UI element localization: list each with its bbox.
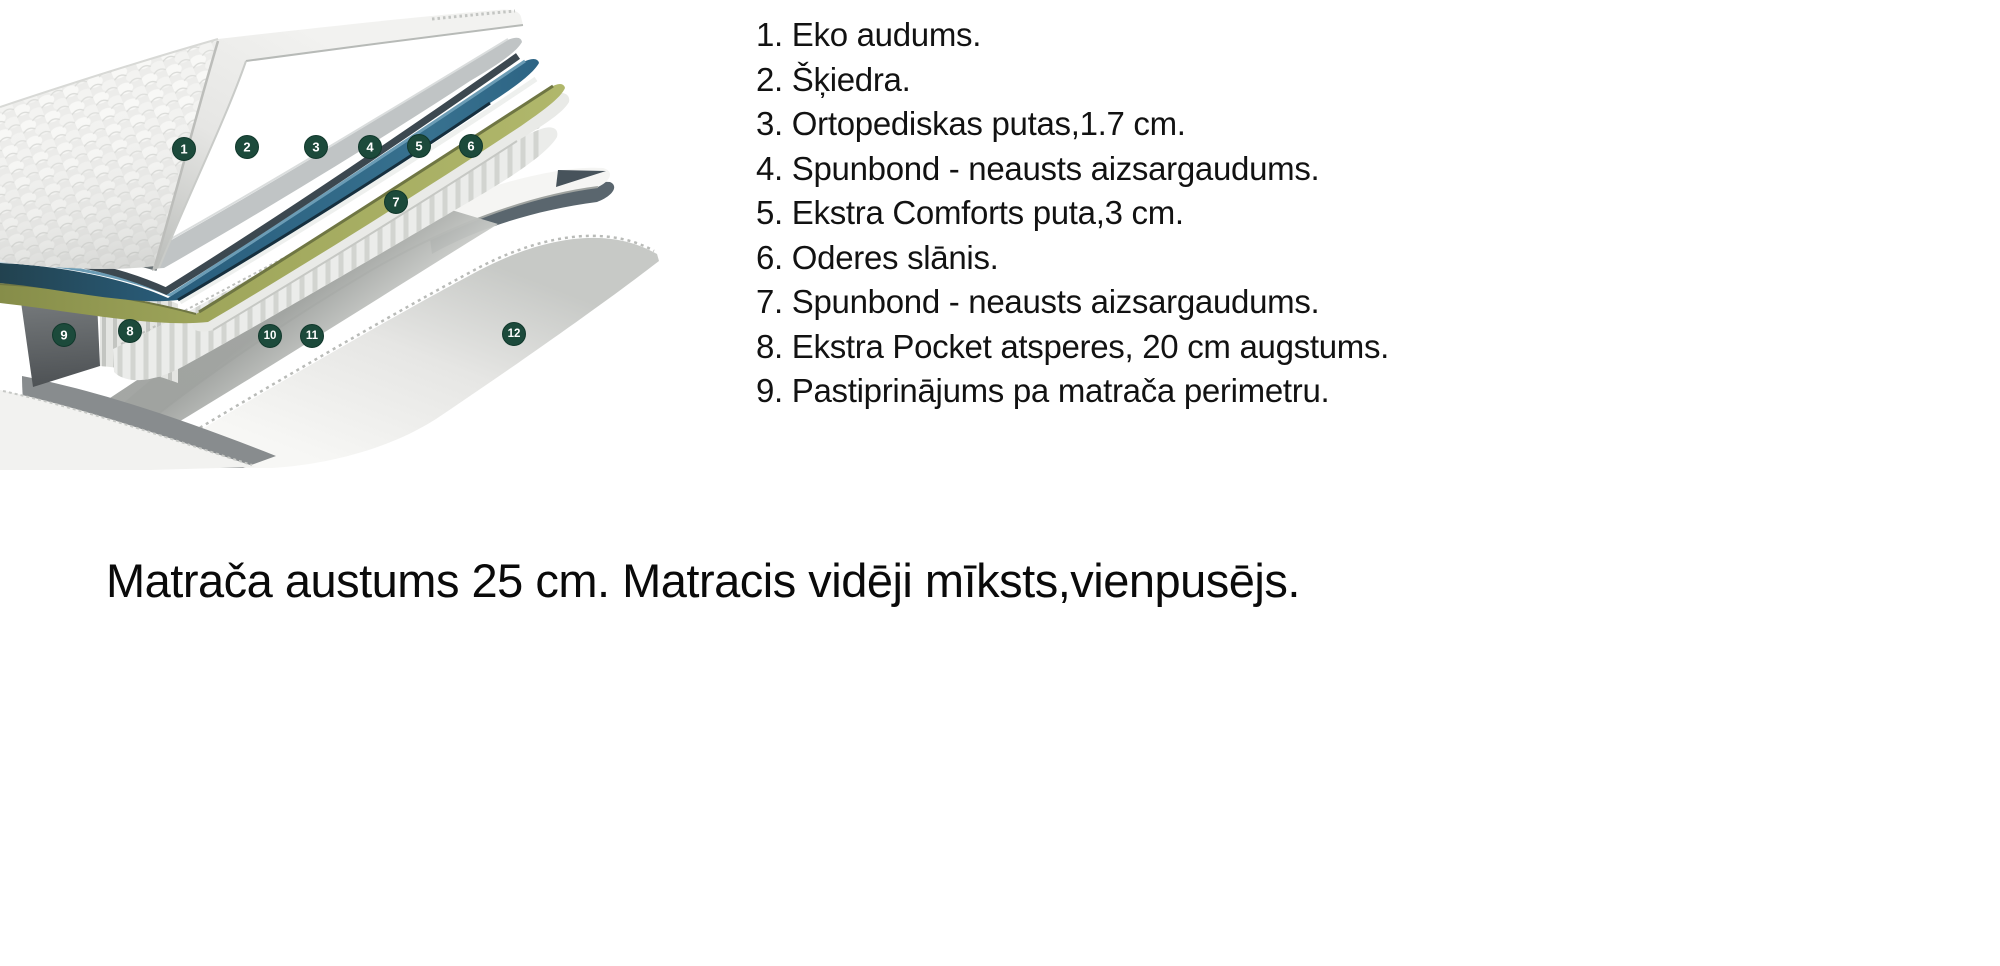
layer-legend [756, 13, 1389, 414]
legend-item-7: 7. Spunbond - neausts aizsargaudums. [756, 283, 1320, 320]
layer-marker-number-12: 12 [507, 328, 521, 340]
mattress-summary-text: Matrača austums 25 cm. Matracis vidēji mīksts,vienpusējs. [106, 554, 1300, 607]
legend-item-4: 4. Spunbond - neausts aizsargaudums. [756, 149, 1320, 187]
legend-item-5: 5. Ekstra Comforts puta,3 cm. [756, 194, 1184, 231]
layer-marker-number-4: 4 [366, 139, 374, 155]
legend-item-2: 2. Šķiedra. [756, 60, 911, 98]
mattress-cutaway-illustration [0, 0, 680, 470]
layer-marker-number-2: 2 [243, 139, 251, 155]
layer-marker-number-3: 3 [312, 139, 320, 155]
legend-item-6: 6. Oderes slānis. [756, 238, 999, 276]
layer-marker-number-1: 1 [180, 141, 188, 157]
mattress-cutaway-svg [0, 0, 680, 470]
layer-marker-number-5: 5 [415, 138, 423, 154]
layer-marker-number-6: 6 [467, 138, 475, 154]
legend-item-1: 1. Eko audums. [756, 16, 982, 53]
legend-item-3: 3. Ortopediskas putas,1.7 cm. [756, 105, 1186, 142]
legend-item-8: 8. Ekstra Pocket atsperes, 20 cm augstums. [756, 327, 1390, 365]
layer-marker-number-7: 7 [392, 194, 400, 210]
legend-item-9: 9. Pastiprinājums pa matrača perimetru. [756, 372, 1330, 409]
layer-marker-number-9: 9 [60, 327, 68, 343]
layer-marker-number-8: 8 [126, 323, 134, 339]
layer-marker-number-11: 11 [305, 330, 319, 342]
layer-marker-number-10: 10 [263, 330, 277, 342]
